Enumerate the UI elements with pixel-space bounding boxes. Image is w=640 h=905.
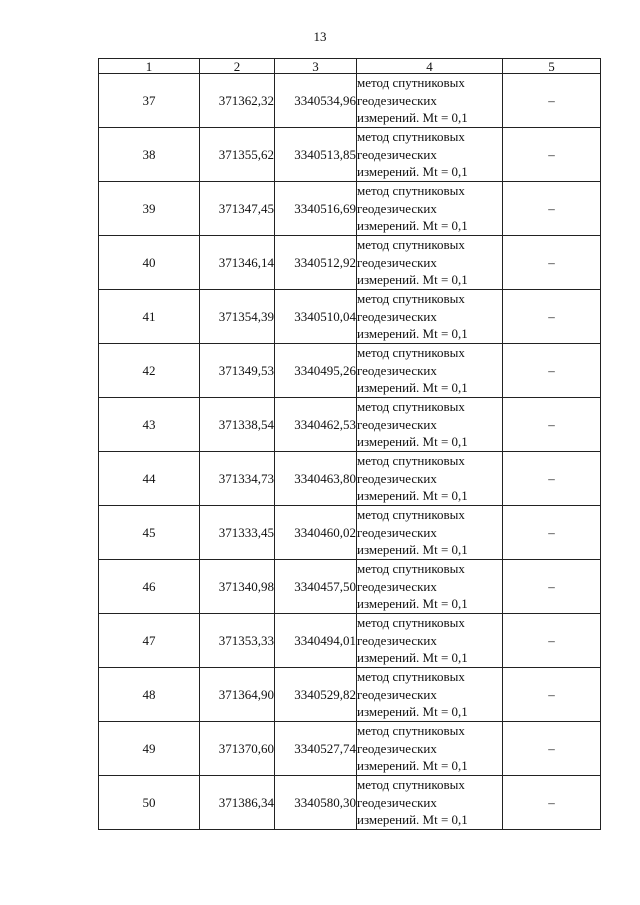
column-header-2: 2 (200, 59, 275, 74)
column-header-3: 3 (275, 59, 357, 74)
table-row (99, 506, 601, 560)
method-description-cell (357, 722, 503, 776)
method-text-line: геодезических (357, 578, 437, 594)
method-description-cell (357, 560, 503, 614)
x-coordinate-cell: 371355,62 (200, 128, 275, 182)
coordinates-table (98, 58, 601, 830)
method-text-line: измерений. Mt = 0,1 (357, 326, 468, 342)
method-description-cell (357, 74, 503, 128)
method-text-line: измерений. Mt = 0,1 (357, 272, 468, 288)
method-description-cell (357, 344, 503, 398)
method-text-line: метод спутниковых (357, 129, 465, 145)
x-coordinate-cell: 371340,98 (200, 560, 275, 614)
method-description-cell (357, 182, 503, 236)
x-coordinate-cell: 371386,34 (200, 776, 275, 830)
note-cell: – (503, 614, 601, 668)
method-text-line: метод спутниковых (357, 453, 465, 469)
x-coordinate-cell: 371338,54 (200, 398, 275, 452)
method-text-line: геодезических (357, 794, 437, 810)
y-coordinate-cell: 3340460,02 (275, 506, 357, 560)
y-coordinate-cell: 3340495,26 (275, 344, 357, 398)
method-description-cell (357, 776, 503, 830)
table-row (99, 776, 601, 830)
method-text-line: измерений. Mt = 0,1 (357, 650, 468, 666)
method-description-cell (357, 614, 503, 668)
note-cell: – (503, 290, 601, 344)
note-cell: – (503, 344, 601, 398)
table-row (99, 344, 601, 398)
method-text-line: метод спутниковых (357, 345, 465, 361)
table-row (99, 74, 601, 128)
method-text-line: геодезических (357, 416, 437, 432)
method-text-line: геодезических (357, 524, 437, 540)
point-number-cell: 47 (99, 614, 200, 668)
point-number-cell: 44 (99, 452, 200, 506)
method-text-line: измерений. Mt = 0,1 (357, 164, 468, 180)
y-coordinate-cell: 3340512,92 (275, 236, 357, 290)
point-number-cell: 39 (99, 182, 200, 236)
method-text-line: измерений. Mt = 0,1 (357, 758, 468, 774)
x-coordinate-cell: 371353,33 (200, 614, 275, 668)
column-header-5: 5 (503, 59, 601, 74)
note-cell: – (503, 74, 601, 128)
table-row (99, 236, 601, 290)
point-number-cell: 49 (99, 722, 200, 776)
x-coordinate-cell: 371370,60 (200, 722, 275, 776)
point-number-cell: 45 (99, 506, 200, 560)
method-text-line: метод спутниковых (357, 669, 465, 685)
note-cell: – (503, 722, 601, 776)
point-number-cell: 37 (99, 74, 200, 128)
method-text-line: измерений. Mt = 0,1 (357, 596, 468, 612)
note-cell: – (503, 398, 601, 452)
table-row (99, 128, 601, 182)
method-text-line: геодезических (357, 200, 437, 216)
method-text-line: метод спутниковых (357, 399, 465, 415)
method-text-line: измерений. Mt = 0,1 (357, 434, 468, 450)
method-text-line: геодезических (357, 740, 437, 756)
page-number: 13 (313, 29, 327, 44)
note-cell: – (503, 776, 601, 830)
method-text-line: геодезических (357, 632, 437, 648)
method-text-line: метод спутниковых (357, 615, 465, 631)
y-coordinate-cell: 3340527,74 (275, 722, 357, 776)
table-body (99, 74, 601, 830)
y-coordinate-cell: 3340516,69 (275, 182, 357, 236)
point-number-cell: 48 (99, 668, 200, 722)
method-text-line: измерений. Mt = 0,1 (357, 380, 468, 396)
table-header-row (99, 59, 601, 74)
method-text-line: геодезических (357, 146, 437, 162)
y-coordinate-cell: 3340529,82 (275, 668, 357, 722)
note-cell: – (503, 236, 601, 290)
y-coordinate-cell: 3340534,96 (275, 74, 357, 128)
point-number-cell: 46 (99, 560, 200, 614)
table-row (99, 452, 601, 506)
table-row (99, 182, 601, 236)
x-coordinate-cell: 371334,73 (200, 452, 275, 506)
y-coordinate-cell: 3340510,04 (275, 290, 357, 344)
method-text-line: геодезических (357, 470, 437, 486)
method-text-line: геодезических (357, 686, 437, 702)
x-coordinate-cell: 371347,45 (200, 182, 275, 236)
point-number-cell: 40 (99, 236, 200, 290)
point-number-cell: 50 (99, 776, 200, 830)
method-text-line: метод спутниковых (357, 507, 465, 523)
method-text-line: метод спутниковых (357, 237, 465, 253)
method-description-cell (357, 452, 503, 506)
column-header-1: 1 (99, 59, 200, 74)
method-text-line: геодезических (357, 308, 437, 324)
point-number-cell: 41 (99, 290, 200, 344)
table-row (99, 560, 601, 614)
note-cell: – (503, 506, 601, 560)
note-cell: – (503, 182, 601, 236)
y-coordinate-cell: 3340513,85 (275, 128, 357, 182)
method-description-cell (357, 506, 503, 560)
x-coordinate-cell: 371333,45 (200, 506, 275, 560)
x-coordinate-cell: 371354,39 (200, 290, 275, 344)
method-text-line: измерений. Mt = 0,1 (357, 110, 468, 126)
method-text-line: измерений. Mt = 0,1 (357, 542, 468, 558)
y-coordinate-cell: 3340463,80 (275, 452, 357, 506)
method-description-cell (357, 290, 503, 344)
table-row (99, 668, 601, 722)
method-description-cell (357, 236, 503, 290)
point-number-cell: 38 (99, 128, 200, 182)
table-row (99, 398, 601, 452)
method-text-line: геодезических (357, 92, 437, 108)
x-coordinate-cell: 371349,53 (200, 344, 275, 398)
method-text-line: измерений. Mt = 0,1 (357, 704, 468, 720)
y-coordinate-cell: 3340462,53 (275, 398, 357, 452)
table-row (99, 722, 601, 776)
note-cell: – (503, 452, 601, 506)
method-text-line: метод спутниковых (357, 183, 465, 199)
method-text-line: метод спутниковых (357, 777, 465, 793)
column-header-4: 4 (357, 59, 503, 74)
note-cell: – (503, 128, 601, 182)
note-cell: – (503, 668, 601, 722)
note-cell: – (503, 560, 601, 614)
method-text-line: измерений. Mt = 0,1 (357, 218, 468, 234)
x-coordinate-cell: 371364,90 (200, 668, 275, 722)
method-text-line: метод спутниковых (357, 291, 465, 307)
method-text-line: измерений. Mt = 0,1 (357, 812, 468, 828)
table-row (99, 614, 601, 668)
point-number-cell: 43 (99, 398, 200, 452)
method-text-line: метод спутниковых (357, 723, 465, 739)
method-text-line: измерений. Mt = 0,1 (357, 488, 468, 504)
y-coordinate-cell: 3340457,50 (275, 560, 357, 614)
y-coordinate-cell: 3340580,30 (275, 776, 357, 830)
x-coordinate-cell: 371362,32 (200, 74, 275, 128)
y-coordinate-cell: 3340494,01 (275, 614, 357, 668)
method-description-cell (357, 668, 503, 722)
method-text-line: геодезических (357, 362, 437, 378)
method-text-line: геодезических (357, 254, 437, 270)
method-description-cell (357, 128, 503, 182)
method-text-line: метод спутниковых (357, 561, 465, 577)
table-row (99, 290, 601, 344)
point-number-cell: 42 (99, 344, 200, 398)
method-text-line: метод спутниковых (357, 75, 465, 91)
x-coordinate-cell: 371346,14 (200, 236, 275, 290)
method-description-cell (357, 398, 503, 452)
